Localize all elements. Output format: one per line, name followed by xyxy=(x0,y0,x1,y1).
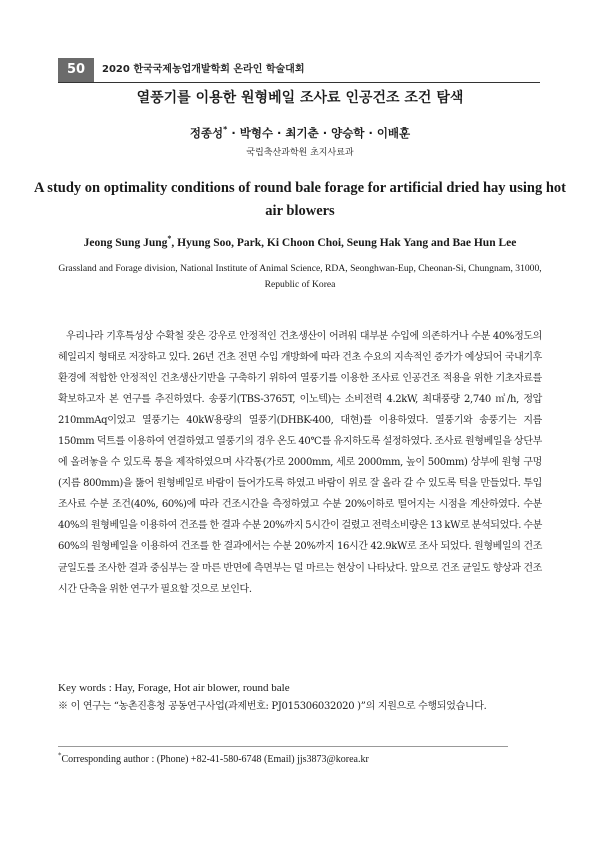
conference-name: 2020 한국국제농업개발학회 온라인 학술대회 xyxy=(102,64,305,75)
korean-coauthors: · 박형수 · 최기춘 · 양승학 · 이배훈 xyxy=(227,126,411,140)
footnote-divider xyxy=(58,746,508,747)
korean-authors xyxy=(58,124,542,142)
acknowledgement: ※ 이 연구는 “농촌진흥청 공동연구사업(과제번호: PJ015306032020 )”의 지원으로 수행되었습니다. xyxy=(58,701,487,712)
korean-affiliation: 국립축산과학원 초지사료과 xyxy=(246,148,354,158)
page-number: 50 xyxy=(58,58,94,82)
footnote-text: Corresponding author : (Phone) +82-41-580-6748 (Email) jjs3873@korea.kr xyxy=(61,754,369,765)
english-authors xyxy=(30,234,570,252)
korean-first-author: 정종성 xyxy=(189,126,224,140)
footnote-mark: * xyxy=(58,751,62,760)
corresponding-mark: * xyxy=(167,234,172,244)
english-affiliation: Grassland and Forage division, National Institute of Animal Science, RDA, Seonghwan-Eup, Cheonan-Si, Chungnam, 31000, Republic of Korea xyxy=(58,263,542,290)
korean-title: 열풍기를 이용한 원형베일 조사료 인공건조 조건 탐색 xyxy=(136,90,464,106)
corresponding-mark: * xyxy=(223,125,228,135)
abstract-body: 우리나라 기후특성상 수확철 잦은 강우로 안정적인 건초생산이 어려워 대부분 수입에 의존하거나 수분 40%정도의 헤일리지 형태로 저장하고 있다. 26년 건초 전면 수입 개방화에 따라 건초 수요의 지속적인 증가가 예상되어 국내기후환경에 적합한 안정적인 건초생산기반을 구축하기 위하여 열풍기를 이용한 조사료 인공건조 적용을 위한 기초자료를 확보하고자 본 연구를 추진하였다. 송풍기(TBS-3765T, 이노텍)는 소비전력 4.2kW, 최대풍량 2,740 ㎥/h, 정압 210mmAq이었고 열풍기는 40kW용량의 열풍기(DHBK-400, 대현)를 이용하였다. 열풍기와 송풍기는 지름 150mm 덕트를 이용하여 연결하였고 열풍기의 경우 온도 40℃를 유지하도록 설정하였다. 조사료 원형베일을 상단부에 올려놓을 수 있도록 통을 제작하였으며 사각통(가로 2000mm, 세로 2000mm, 높이 500mm) 상부에 원형 구멍(지름 800mm)을 뚫어 원형베일로 바람이 들어가도록 하였고 바람이 위로 잘 올라 갈 수 있도록 턱을 만들었다. 투입 조사료 수분 조건(40%, 60%)에 따라 건조시간을 측정하였고 수분 20%이하로 떨어지는 시점을 계산하였다. 수분 40%의 원형베일을 이용하여 건조를 한 결과 수분 20%까지 5시간이 걸렸고 전력소비량은 13 kW로 분석되었다. 수분 60%의 원형베일을 이용하여 건조를 한 결과에서는 수분 20%까지 16시간 42.9kW로 조사 되었다. 원형베일의 건조균일도를 조사한 결과 중심부는 잘 마른 반면에 측면부는 덜 마르는 현상이 나타났다. 앞으로 건조 균일도 향상과 건조 시간 단축을 위한 연구가 필요할 것으로 보인다. xyxy=(58,331,542,595)
running-header xyxy=(58,58,540,83)
english-first-author: Jeong Sung Jung xyxy=(83,237,168,249)
keywords: Key words : Hay, Forage, Hot air blower, round bale xyxy=(58,682,290,694)
english-coauthors: , Hyung Soo, Park, Ki Choon Choi, Seung Hak Yang and Bae Hun Lee xyxy=(171,237,517,249)
corresponding-author-footnote xyxy=(58,752,542,768)
english-title: A study on optimality conditions of round bale forage for artificial dried hay using hot air blowers xyxy=(34,180,566,219)
